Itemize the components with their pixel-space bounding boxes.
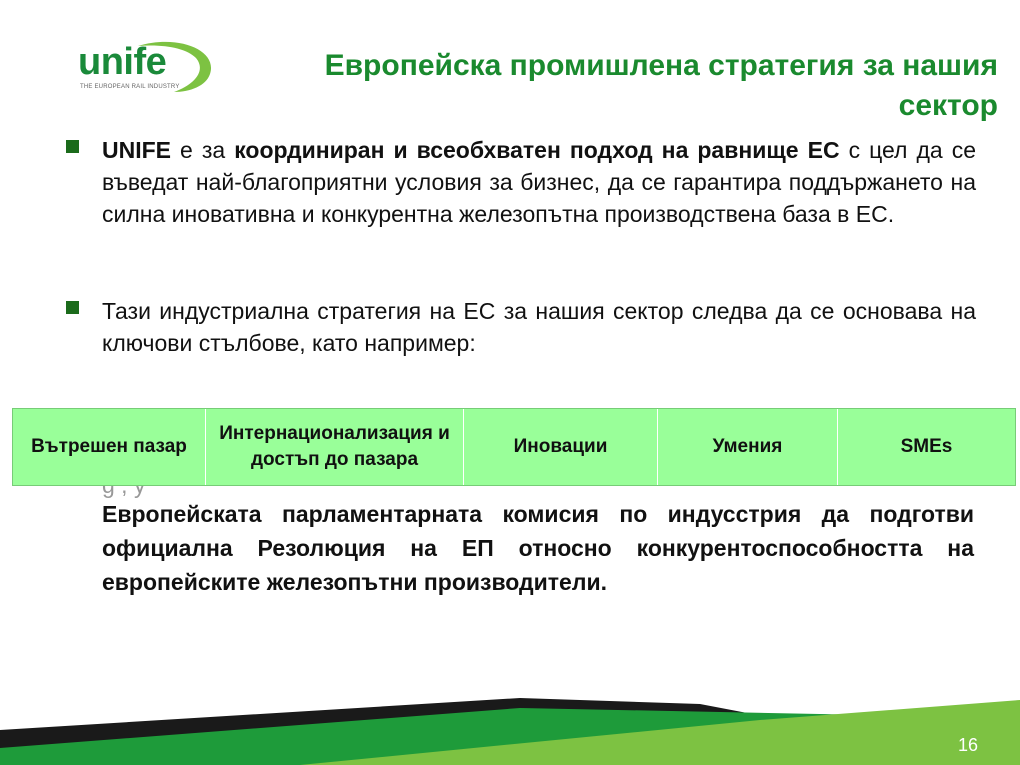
- page-number: 16: [957, 735, 978, 755]
- bullet-square-icon: [66, 301, 79, 314]
- unife-logo: [78, 40, 218, 96]
- pillar-skills: Умения: [658, 409, 838, 485]
- bullet-1-bold-approach: координиран и всеобхватен подход на равнище ЕС: [234, 137, 840, 163]
- slide-title: Европейска промишлена стратегия за нашия сектор: [324, 49, 998, 122]
- bullet-1-text-a: е за: [171, 137, 235, 163]
- bullet-square-icon: [66, 140, 79, 153]
- logo-tagline: THE EUROPEAN RAIL INDUSTRY: [80, 84, 180, 90]
- pillar-internal-market: Вътрешен пазар: [13, 409, 206, 485]
- pillar-smes: SMEs: [900, 436, 953, 457]
- logo-wordmark: unife: [78, 41, 167, 83]
- resolution-bold-text: Европейската парламентарната комисия по индусстрия да подготви официална Резолюция на ЕП относно конкурентоспособността на европейските железопътни производители: [102, 501, 974, 595]
- footer-decoration: [0, 690, 1020, 765]
- bullet-1: [66, 134, 976, 230]
- bullet-1-bold-unife: UNIFE: [102, 137, 171, 163]
- resolution-paragraph: [102, 497, 974, 599]
- resolution-tail: .: [600, 569, 607, 595]
- bullet-1-text-b: с цел да се въведат най-благоприятни условия за бизнес, да се гарантира поддържането на силна иновативна и конкурентна железопътна производствена база в ЕС.: [102, 137, 976, 227]
- pillar-innovation: Иновации: [464, 409, 658, 485]
- bullet-2-text: Тази индустриална стратегия на ЕС за нашия сектор следва да се основава на ключови стълбове, като например:: [102, 298, 976, 356]
- pillars-table: [12, 408, 1016, 486]
- pillar-internationalisation: Интернационализация и достъп до пазара: [206, 409, 464, 485]
- bullet-1-text: [102, 134, 976, 230]
- bullet-2: [66, 295, 976, 359]
